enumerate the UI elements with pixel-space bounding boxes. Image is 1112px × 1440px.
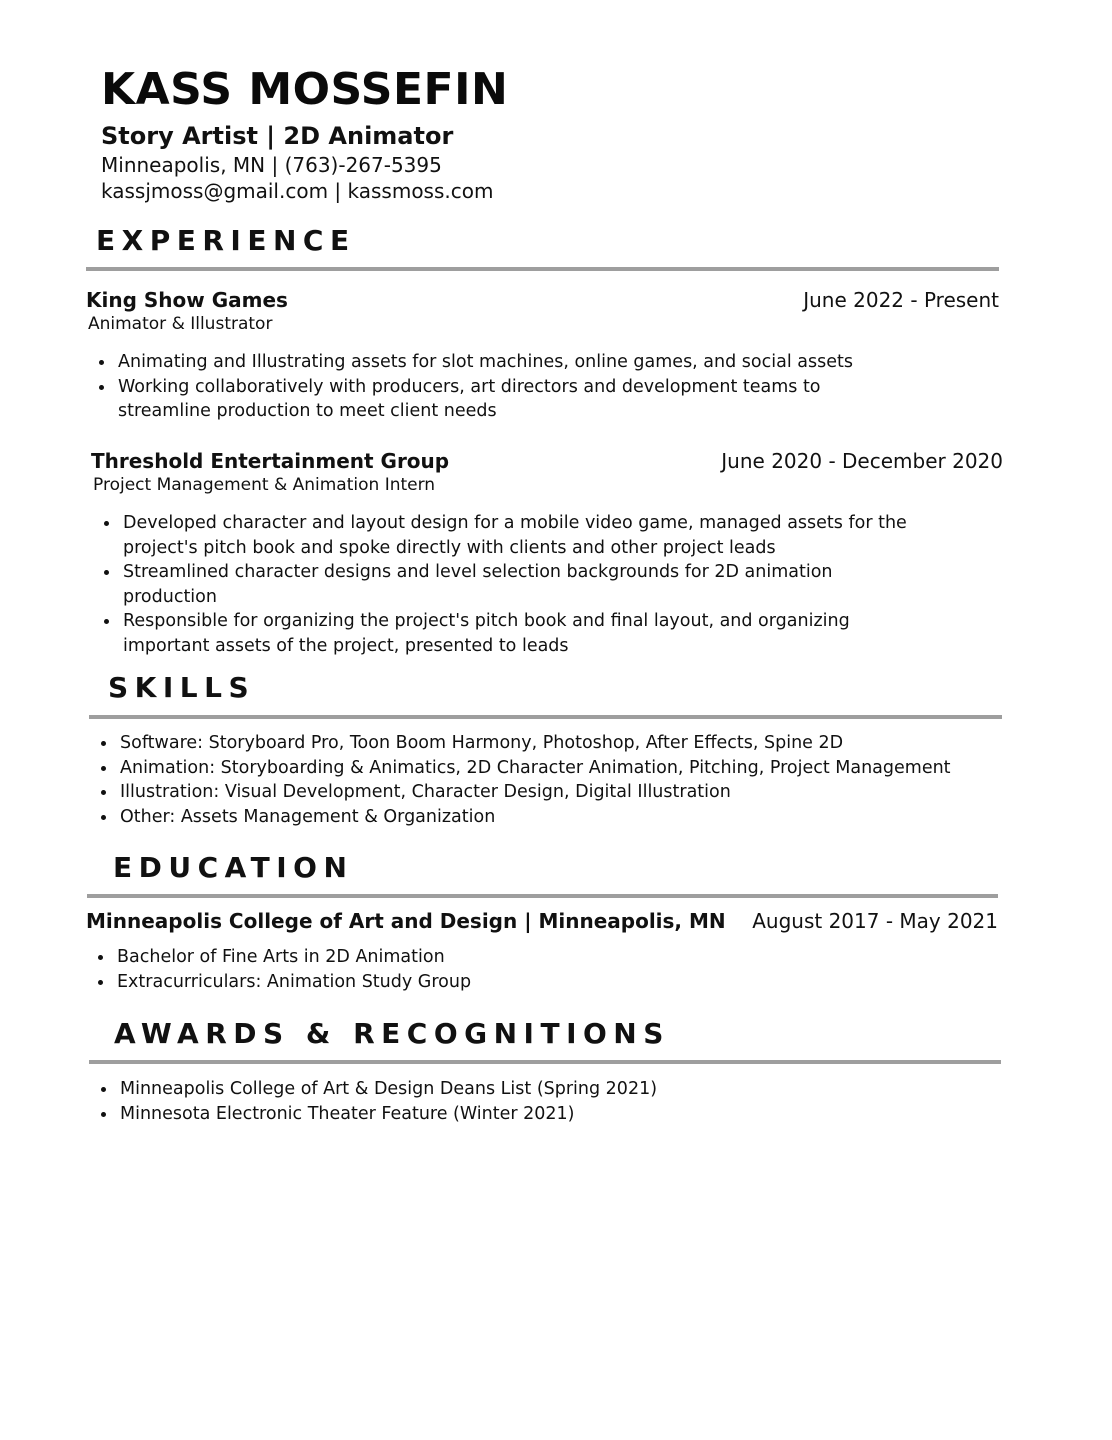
resume-name: KASS MOSSEFIN [101,64,509,115]
job-company-king-show-games: King Show Games [86,288,288,312]
awards-list [120,1077,920,1126]
job-title-king-show-games: Animator & Illustrator [88,314,273,334]
resume-role: Story Artist | 2D Animator [101,122,454,150]
list-item: Developed character and layout design for a mobile video game, managed assets for the project's pitch book and spoke directly with clients and other project leads [123,511,923,560]
education-dates: August 2017 - May 2021 [752,909,998,933]
education-school: Minneapolis College of Art and Design | Minneapolis, MN [86,909,726,933]
list-item: Minnesota Electronic Theater Feature (Winter 2021) [120,1102,920,1127]
awards-divider [89,1060,1001,1064]
experience-heading: EXPERIENCE [96,224,356,257]
list-item: Animating and Illustrating assets for slot machines, online games, and social assets [118,350,918,375]
list-item: Bachelor of Fine Arts in 2D Animation [117,945,917,970]
education-list [117,945,917,994]
job-dates-threshold: June 2020 - December 2020 [721,449,1003,473]
list-item: Software: Storyboard Pro, Toon Boom Harmony, Photoshop, After Effects, Spine 2D [120,731,1000,756]
list-item: Working collaboratively with producers, art directors and development teams to streamline production to meet client needs [118,375,918,424]
job-bullets-king-show-games [118,350,918,424]
list-item: Animation: Storyboarding & Animatics, 2D Character Animation, Pitching, Project Management [120,756,1000,781]
experience-divider [86,267,999,271]
awards-heading: AWARDS & RECOGNITIONS [114,1017,670,1050]
education-divider [87,894,998,898]
skills-divider [89,715,1002,719]
list-item: Illustration: Visual Development, Character Design, Digital Illustration [120,780,1000,805]
list-item: Other: Assets Management & Organization [120,805,1000,830]
skills-heading: SKILLS [108,671,256,704]
list-item: Streamlined character designs and level selection backgrounds for 2D animation production [123,560,923,609]
list-item: Minneapolis College of Art & Design Deans List (Spring 2021) [120,1077,920,1102]
list-item: Extracurriculars: Animation Study Group [117,970,917,995]
skills-list [120,731,1000,829]
job-title-threshold: Project Management & Animation Intern [93,475,436,495]
job-dates-king-show-games: June 2022 - Present [803,288,999,312]
education-heading: EDUCATION [113,851,354,884]
job-company-threshold: Threshold Entertainment Group [91,449,450,473]
job-bullets-threshold [123,511,923,659]
list-item: Responsible for organizing the project's pitch book and final layout, and organizing important assets of the project, presented to leads [123,609,923,658]
contact-location-phone: Minneapolis, MN | (763)-267-5395 [101,153,442,177]
contact-email-website: kassjmoss@gmail.com | kassmoss.com [101,179,494,203]
